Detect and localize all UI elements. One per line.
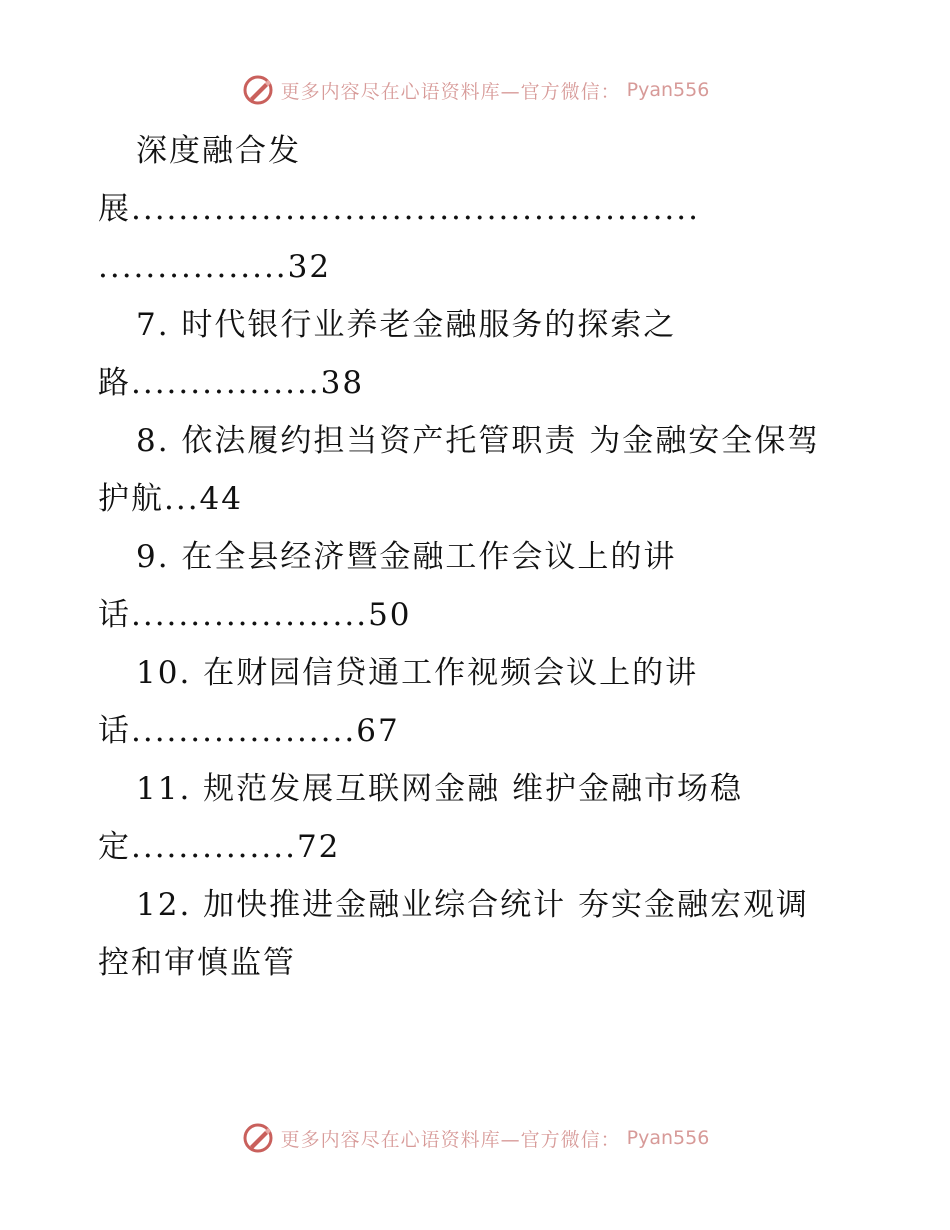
- toc-line: 10. 在财园信贷通工作视频会议上的讲: [136, 655, 699, 691]
- pen-logo-icon: [241, 73, 275, 107]
- table-of-contents: [98, 122, 858, 992]
- toc-line: 控和审慎监管: [98, 945, 296, 981]
- watermark-wechat-id: Pyan556: [626, 79, 710, 101]
- watermark-wechat-id: Pyan556: [626, 1127, 710, 1149]
- toc-line: 9. 在全县经济暨金融工作会议上的讲: [136, 539, 677, 575]
- header-watermark: [0, 70, 950, 110]
- toc-line: 12. 加快推进金融业综合统计 夯实金融宏观调: [136, 887, 810, 923]
- toc-line: 7. 时代银行业养老金融服务的探索之: [136, 307, 677, 343]
- toc-line: 话...................67: [98, 713, 400, 749]
- toc-line: 路................38: [98, 365, 365, 401]
- toc-line: 11. 规范发展互联网金融 维护金融市场稳: [136, 771, 744, 807]
- toc-line: 定..............72: [98, 829, 341, 865]
- toc-line: 展................................................: [98, 191, 700, 227]
- toc-line: ................32: [98, 249, 332, 285]
- footer-watermark: [0, 1118, 950, 1158]
- toc-line: 8. 依法履约担当资产托管职责 为金融安全保驾: [136, 423, 821, 459]
- watermark-text: 更多内容尽在心语资料库—官方微信：: [280, 1128, 621, 1151]
- pen-logo-icon: [241, 1121, 275, 1155]
- toc-line: 话....................50: [98, 597, 412, 633]
- toc-line: 护航...44: [98, 481, 244, 517]
- toc-line: 深度融合发: [136, 133, 301, 169]
- watermark-text: 更多内容尽在心语资料库—官方微信：: [280, 80, 621, 103]
